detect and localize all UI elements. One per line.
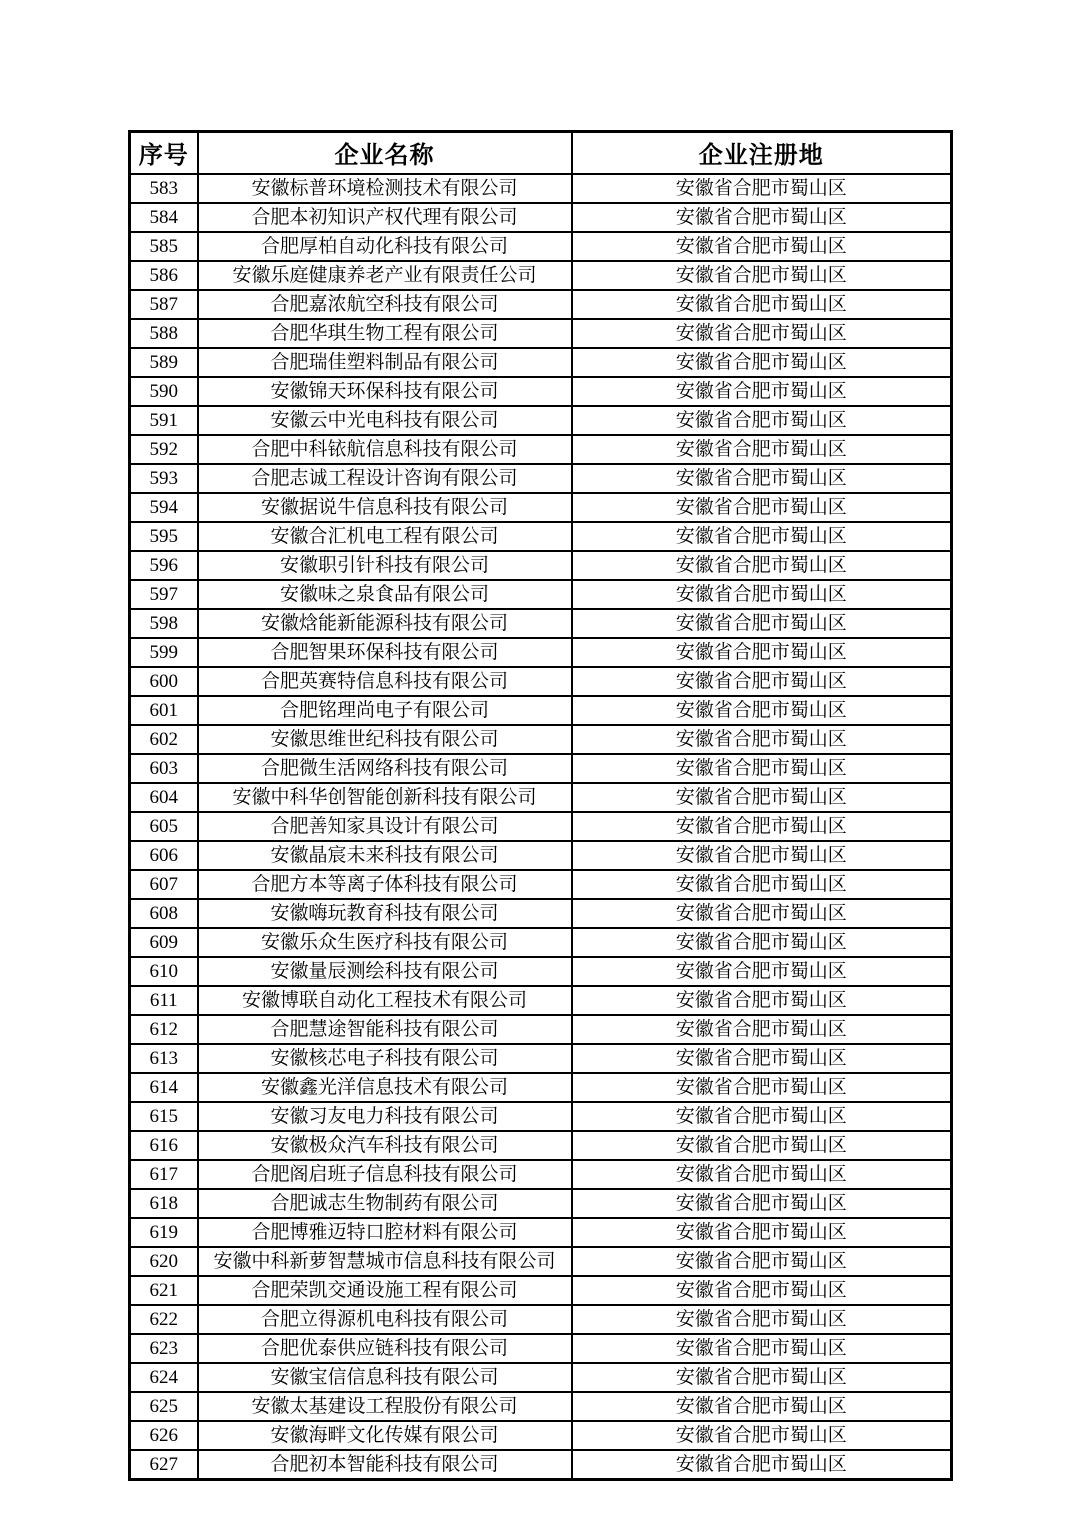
cell-location: 安徽省合肥市蜀山区 xyxy=(572,609,952,638)
cell-location: 安徽省合肥市蜀山区 xyxy=(572,580,952,609)
table-row xyxy=(130,203,952,232)
cell-location: 安徽省合肥市蜀山区 xyxy=(572,1073,952,1102)
col-header-serial: 序号 xyxy=(130,132,198,174)
cell-location: 安徽省合肥市蜀山区 xyxy=(572,203,952,232)
cell-name: 合肥阁启班子信息科技有限公司 xyxy=(198,1160,572,1189)
cell-name: 安徽据说牛信息科技有限公司 xyxy=(198,493,572,522)
cell-location: 安徽省合肥市蜀山区 xyxy=(572,261,952,290)
cell-location: 安徽省合肥市蜀山区 xyxy=(572,493,952,522)
cell-name: 安徽晶宸未来科技有限公司 xyxy=(198,841,572,870)
cell-location: 安徽省合肥市蜀山区 xyxy=(572,551,952,580)
cell-name: 合肥微生活网络科技有限公司 xyxy=(198,754,572,783)
cell-serial: 599 xyxy=(130,638,198,667)
cell-name: 安徽合汇机电工程有限公司 xyxy=(198,522,572,551)
cell-name: 安徽乐庭健康养老产业有限责任公司 xyxy=(198,261,572,290)
cell-name: 合肥善知家具设计有限公司 xyxy=(198,812,572,841)
cell-serial: 610 xyxy=(130,957,198,986)
cell-name: 安徽职引针科技有限公司 xyxy=(198,551,572,580)
table-row xyxy=(130,725,952,754)
cell-name: 安徽嗨玩教育科技有限公司 xyxy=(198,899,572,928)
cell-serial: 608 xyxy=(130,899,198,928)
table-row xyxy=(130,1392,952,1421)
cell-serial: 586 xyxy=(130,261,198,290)
cell-location: 安徽省合肥市蜀山区 xyxy=(572,957,952,986)
table-body xyxy=(130,174,952,1480)
table-row xyxy=(130,1247,952,1276)
cell-location: 安徽省合肥市蜀山区 xyxy=(572,638,952,667)
table-row xyxy=(130,1450,952,1480)
cell-location: 安徽省合肥市蜀山区 xyxy=(572,1450,952,1480)
table-row xyxy=(130,348,952,377)
cell-location: 安徽省合肥市蜀山区 xyxy=(572,667,952,696)
cell-location: 安徽省合肥市蜀山区 xyxy=(572,1102,952,1131)
cell-serial: 584 xyxy=(130,203,198,232)
table-row xyxy=(130,1305,952,1334)
cell-location: 安徽省合肥市蜀山区 xyxy=(572,522,952,551)
cell-serial: 587 xyxy=(130,290,198,319)
cell-location: 安徽省合肥市蜀山区 xyxy=(572,406,952,435)
cell-location: 安徽省合肥市蜀山区 xyxy=(572,870,952,899)
cell-name: 安徽味之泉食品有限公司 xyxy=(198,580,572,609)
cell-name: 合肥博雅迈特口腔材料有限公司 xyxy=(198,1218,572,1247)
cell-location: 安徽省合肥市蜀山区 xyxy=(572,812,952,841)
table-row xyxy=(130,1363,952,1392)
table-row xyxy=(130,870,952,899)
table-row xyxy=(130,580,952,609)
col-header-location: 企业注册地 xyxy=(572,132,952,174)
cell-name: 合肥荣凯交通设施工程有限公司 xyxy=(198,1276,572,1305)
cell-name: 合肥优泰供应链科技有限公司 xyxy=(198,1334,572,1363)
cell-location: 安徽省合肥市蜀山区 xyxy=(572,290,952,319)
cell-serial: 588 xyxy=(130,319,198,348)
cell-location: 安徽省合肥市蜀山区 xyxy=(572,1276,952,1305)
cell-serial: 590 xyxy=(130,377,198,406)
header-row xyxy=(130,132,952,174)
cell-serial: 613 xyxy=(130,1044,198,1073)
table-row xyxy=(130,638,952,667)
cell-location: 安徽省合肥市蜀山区 xyxy=(572,1334,952,1363)
cell-name: 安徽云中光电科技有限公司 xyxy=(198,406,572,435)
cell-name: 安徽中科华创智能创新科技有限公司 xyxy=(198,783,572,812)
cell-serial: 618 xyxy=(130,1189,198,1218)
cell-name: 安徽海畔文化传媒有限公司 xyxy=(198,1421,572,1450)
table-row xyxy=(130,1218,952,1247)
cell-location: 安徽省合肥市蜀山区 xyxy=(572,899,952,928)
cell-serial: 627 xyxy=(130,1450,198,1480)
cell-serial: 624 xyxy=(130,1363,198,1392)
cell-name: 合肥厚柏自动化科技有限公司 xyxy=(198,232,572,261)
cell-name: 合肥瑞佳塑料制品有限公司 xyxy=(198,348,572,377)
cell-serial: 626 xyxy=(130,1421,198,1450)
table-row xyxy=(130,1334,952,1363)
cell-name: 安徽乐众生医疗科技有限公司 xyxy=(198,928,572,957)
table-row xyxy=(130,1015,952,1044)
cell-location: 安徽省合肥市蜀山区 xyxy=(572,841,952,870)
cell-name: 合肥方本等离子体科技有限公司 xyxy=(198,870,572,899)
table-row xyxy=(130,435,952,464)
table-row xyxy=(130,522,952,551)
cell-location: 安徽省合肥市蜀山区 xyxy=(572,1392,952,1421)
cell-location: 安徽省合肥市蜀山区 xyxy=(572,348,952,377)
cell-location: 安徽省合肥市蜀山区 xyxy=(572,1015,952,1044)
table-row xyxy=(130,783,952,812)
cell-name: 安徽标普环境检测技术有限公司 xyxy=(198,174,572,203)
table-row xyxy=(130,377,952,406)
cell-name: 安徽焓能新能源科技有限公司 xyxy=(198,609,572,638)
table-row xyxy=(130,1073,952,1102)
cell-serial: 611 xyxy=(130,986,198,1015)
cell-serial: 615 xyxy=(130,1102,198,1131)
cell-location: 安徽省合肥市蜀山区 xyxy=(572,725,952,754)
table-row xyxy=(130,174,952,203)
cell-location: 安徽省合肥市蜀山区 xyxy=(572,1305,952,1334)
cell-location: 安徽省合肥市蜀山区 xyxy=(572,319,952,348)
cell-name: 合肥嘉浓航空科技有限公司 xyxy=(198,290,572,319)
cell-serial: 598 xyxy=(130,609,198,638)
cell-name: 安徽思维世纪科技有限公司 xyxy=(198,725,572,754)
cell-location: 安徽省合肥市蜀山区 xyxy=(572,232,952,261)
table-row xyxy=(130,1044,952,1073)
cell-name: 合肥诚志生物制药有限公司 xyxy=(198,1189,572,1218)
cell-name: 安徽锦天环保科技有限公司 xyxy=(198,377,572,406)
table-row xyxy=(130,1102,952,1131)
cell-serial: 620 xyxy=(130,1247,198,1276)
cell-serial: 594 xyxy=(130,493,198,522)
cell-serial: 619 xyxy=(130,1218,198,1247)
cell-serial: 585 xyxy=(130,232,198,261)
table-row xyxy=(130,841,952,870)
table-row xyxy=(130,812,952,841)
cell-location: 安徽省合肥市蜀山区 xyxy=(572,464,952,493)
table-row xyxy=(130,319,952,348)
table-row xyxy=(130,754,952,783)
cell-location: 安徽省合肥市蜀山区 xyxy=(572,1044,952,1073)
cell-location: 安徽省合肥市蜀山区 xyxy=(572,435,952,464)
cell-serial: 606 xyxy=(130,841,198,870)
cell-serial: 603 xyxy=(130,754,198,783)
table-row xyxy=(130,986,952,1015)
cell-name: 安徽习友电力科技有限公司 xyxy=(198,1102,572,1131)
cell-serial: 602 xyxy=(130,725,198,754)
table-row xyxy=(130,609,952,638)
table-header xyxy=(130,132,952,174)
cell-name: 合肥立得源机电科技有限公司 xyxy=(198,1305,572,1334)
cell-serial: 601 xyxy=(130,696,198,725)
cell-name: 合肥初本智能科技有限公司 xyxy=(198,1450,572,1480)
cell-location: 安徽省合肥市蜀山区 xyxy=(572,986,952,1015)
table-row xyxy=(130,696,952,725)
table-row xyxy=(130,551,952,580)
cell-name: 安徽量辰测绘科技有限公司 xyxy=(198,957,572,986)
cell-name: 安徽博联自动化工程技术有限公司 xyxy=(198,986,572,1015)
cell-serial: 607 xyxy=(130,870,198,899)
cell-name: 合肥本初知识产权代理有限公司 xyxy=(198,203,572,232)
table-row xyxy=(130,232,952,261)
cell-name: 合肥铭理尚电子有限公司 xyxy=(198,696,572,725)
cell-serial: 597 xyxy=(130,580,198,609)
cell-location: 安徽省合肥市蜀山区 xyxy=(572,754,952,783)
cell-name: 安徽鑫光洋信息技术有限公司 xyxy=(198,1073,572,1102)
cell-name: 安徽中科新萝智慧城市信息科技有限公司 xyxy=(198,1247,572,1276)
cell-location: 安徽省合肥市蜀山区 xyxy=(572,1421,952,1450)
cell-location: 安徽省合肥市蜀山区 xyxy=(572,1160,952,1189)
table-row xyxy=(130,957,952,986)
table-row xyxy=(130,493,952,522)
cell-serial: 604 xyxy=(130,783,198,812)
cell-name: 安徽极众汽车科技有限公司 xyxy=(198,1131,572,1160)
cell-serial: 600 xyxy=(130,667,198,696)
cell-serial: 623 xyxy=(130,1334,198,1363)
cell-name: 合肥英赛特信息科技有限公司 xyxy=(198,667,572,696)
table-row xyxy=(130,464,952,493)
cell-location: 安徽省合肥市蜀山区 xyxy=(572,696,952,725)
table-row xyxy=(130,1189,952,1218)
cell-name: 安徽核芯电子科技有限公司 xyxy=(198,1044,572,1073)
cell-serial: 589 xyxy=(130,348,198,377)
cell-serial: 616 xyxy=(130,1131,198,1160)
col-header-name: 企业名称 xyxy=(198,132,572,174)
cell-name: 安徽太基建设工程股份有限公司 xyxy=(198,1392,572,1421)
table-row xyxy=(130,928,952,957)
cell-serial: 612 xyxy=(130,1015,198,1044)
cell-location: 安徽省合肥市蜀山区 xyxy=(572,1189,952,1218)
table-row xyxy=(130,667,952,696)
cell-serial: 591 xyxy=(130,406,198,435)
cell-serial: 609 xyxy=(130,928,198,957)
cell-location: 安徽省合肥市蜀山区 xyxy=(572,174,952,203)
cell-serial: 622 xyxy=(130,1305,198,1334)
table-row xyxy=(130,406,952,435)
cell-location: 安徽省合肥市蜀山区 xyxy=(572,928,952,957)
table-row xyxy=(130,290,952,319)
table-row xyxy=(130,1131,952,1160)
cell-location: 安徽省合肥市蜀山区 xyxy=(572,1131,952,1160)
cell-location: 安徽省合肥市蜀山区 xyxy=(572,1363,952,1392)
cell-serial: 625 xyxy=(130,1392,198,1421)
cell-location: 安徽省合肥市蜀山区 xyxy=(572,1247,952,1276)
cell-serial: 593 xyxy=(130,464,198,493)
cell-serial: 621 xyxy=(130,1276,198,1305)
cell-serial: 595 xyxy=(130,522,198,551)
cell-serial: 617 xyxy=(130,1160,198,1189)
cell-serial: 583 xyxy=(130,174,198,203)
table-row xyxy=(130,1160,952,1189)
company-table xyxy=(128,130,953,1481)
cell-location: 安徽省合肥市蜀山区 xyxy=(572,1218,952,1247)
table-row xyxy=(130,1276,952,1305)
cell-name: 合肥志诚工程设计咨询有限公司 xyxy=(198,464,572,493)
table-row xyxy=(130,1421,952,1450)
cell-name: 合肥中科铱航信息科技有限公司 xyxy=(198,435,572,464)
cell-serial: 605 xyxy=(130,812,198,841)
cell-serial: 614 xyxy=(130,1073,198,1102)
cell-name: 合肥华琪生物工程有限公司 xyxy=(198,319,572,348)
table-row xyxy=(130,899,952,928)
cell-name: 安徽宝信信息科技有限公司 xyxy=(198,1363,572,1392)
cell-serial: 596 xyxy=(130,551,198,580)
cell-location: 安徽省合肥市蜀山区 xyxy=(572,377,952,406)
cell-name: 合肥慧途智能科技有限公司 xyxy=(198,1015,572,1044)
table-row xyxy=(130,261,952,290)
cell-serial: 592 xyxy=(130,435,198,464)
cell-name: 合肥智果环保科技有限公司 xyxy=(198,638,572,667)
cell-location: 安徽省合肥市蜀山区 xyxy=(572,783,952,812)
